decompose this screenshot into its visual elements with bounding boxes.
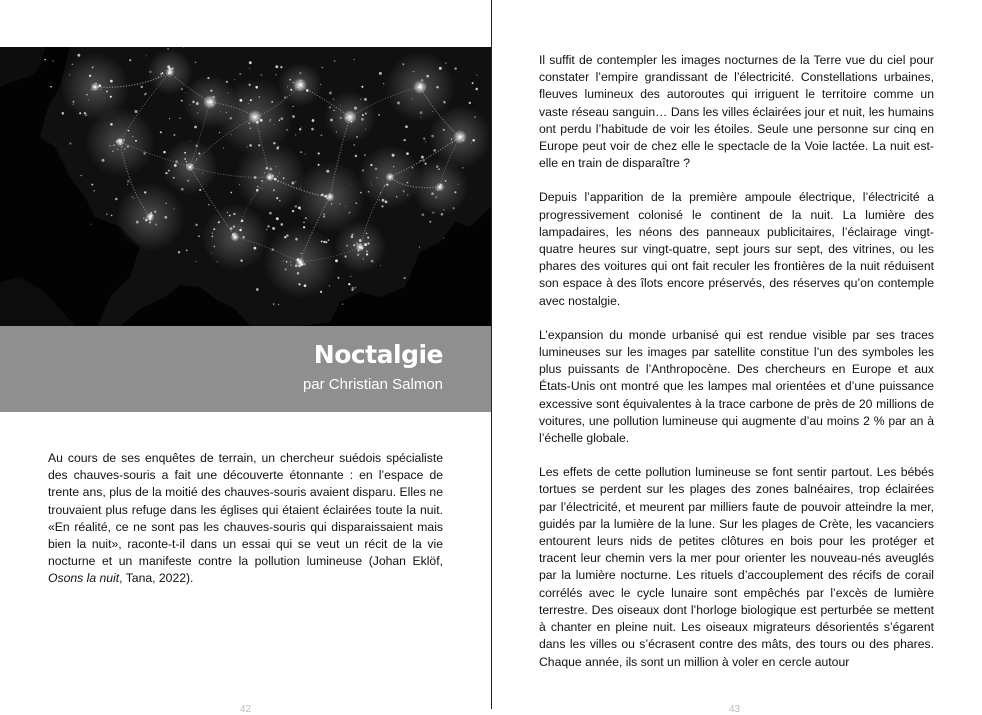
- intro-paragraph: [48, 450, 443, 588]
- right-page: [492, 0, 982, 715]
- title-band: [0, 326, 491, 412]
- citation-tail: , Tana, 2022).: [119, 571, 194, 586]
- paragraph-3: L’expansion du monde urbanisé qui est rendue visible par ses traces lumineuses sur les images par satellite constitue l’un des symboles les plus puissants de l’Anthropocène. Des chercheurs en Europe et aux États-Unis ont montré que les lampes mal orientées et d’une puissance excessive sont équivalentes à la trace carbone de près de 20 millions de voitures, une pollution lumineuse qui augmente d’au moins 2 % par an à l’échelle globale.: [539, 327, 934, 446]
- article-byline: par Christian Salmon: [302, 376, 443, 393]
- article-title: Noctalgie: [313, 340, 443, 369]
- night-map-svg: [0, 47, 491, 326]
- page-number-left: 42: [240, 704, 252, 715]
- left-page-body: [48, 450, 443, 588]
- book-title: Osons la nuit: [48, 571, 120, 586]
- paragraph-2: Depuis l’apparition de la première ampoule électrique, l’électricité a progressivement colonisé le continent de la nuit. La lumière des lampadaires, les néons des panneaux publicitaires, l’éclairage vingt-quatre heures sur vingt-quatre, sept jours sur sept, des vitrines, ou les phares des voitures qui ont fait reculer les frontières de la nuit réduisent son espace à des îlots encore préservés, des réserves qu’on contemple avec nostalgie.: [539, 190, 934, 308]
- intro-text: Au cours de ses enquêtes de terrain, un chercheur suédois spécialiste des chauves-souris a fait une découverte étonnante : en l’espace de trente ans, plus de la moitié des chauves-souris avaient disparu. Elles ne trouvaient plus refuge dans les églises qui étaient éclairées toute la nuit. «En réalité, ce ne sont pas les chauves-souris qui disparaissaient mais bien la nuit», raconte-t-il dans un essai qui se veut un récit de la vie nocturne et un manifeste contre la pollution lumineuse (Johan Eklöf,: [48, 451, 443, 569]
- paragraph-1: Il suffit de contempler les images nocturnes de la Terre vue du ciel pour constater l’empire grandissant de l’électricité. Constellations urbaines, fleuves lumineux des autoroutes qui irriguent le territoire comme un vaste réseau sanguin… Dans les villes éclairées jour et nuit, les humains ont perdu l’habitude de voir les étoiles. Seule une personne sur cinq en Europe peut voir de chez elle le spectacle de la Voie lactée. La nuit est-elle en train de disparaître ?: [539, 53, 934, 171]
- right-page-body: [539, 52, 934, 688]
- hero-night-satellite-image: [0, 47, 491, 326]
- page-number-right: 43: [729, 704, 741, 715]
- paragraph-4: Les effets de cette pollution lumineuse se font sentir partout. Les bébés tortues se perdent sur les plages des zones balnéaires, trop éclairées par l’électricité, et meurent par milliers faute de pouvoir atteindre la mer, guidés par la lumière de la lune. Sur les plages de Crète, les vacanciers entourent leurs nids de petites clôtures en bois pour les protéger et tracent leur chemin vers la mer pour orienter les nouveau-nés aveuglés par la lumière nocturne. Les rituels d’accouplement des récifs de corail corrélés avec le cycle lunaire sont empêchés par l’excès de lumière terrestre. Des oiseaux dont l’horloge biologique est perturbée se mettent à chanter en pleine nuit. Les oiseaux migrateurs désorientés s’égarent dans les villes ou s’écrasent contre des mâts, des tours ou des phares. Chaque année, ils sont un million à voler en cercle autour: [539, 465, 934, 669]
